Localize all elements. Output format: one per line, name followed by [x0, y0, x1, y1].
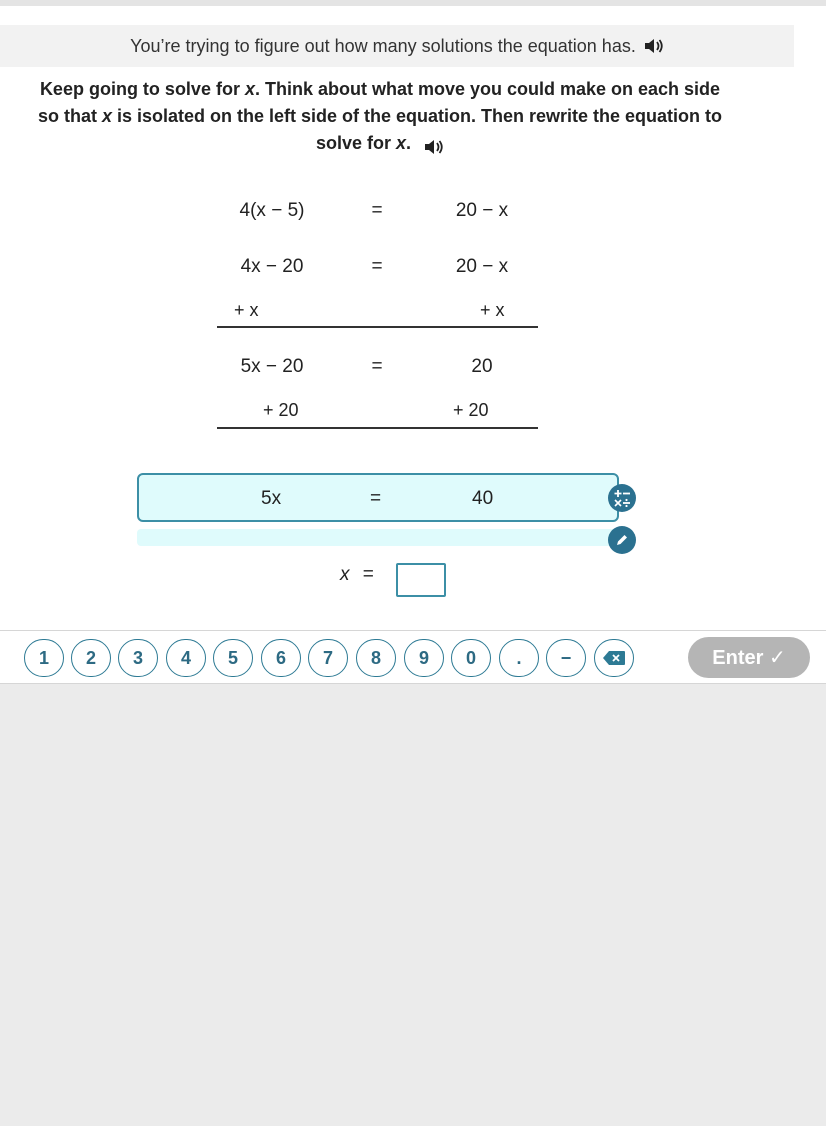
hint-banner	[0, 25, 794, 67]
instruction-part: .	[406, 133, 412, 153]
equals-sign: =	[371, 256, 383, 277]
instruction-variable: x	[101, 106, 112, 126]
divider-line	[217, 427, 538, 429]
key-3[interactable]: 3	[118, 639, 158, 677]
equation-row	[217, 200, 537, 230]
operation-lhs: + x	[234, 300, 259, 320]
operation-lhs: + 20	[263, 400, 299, 420]
instruction-part: Keep going to solve for	[39, 79, 245, 99]
instruction-variable: x	[395, 133, 406, 153]
operation-row	[217, 400, 537, 426]
key-4[interactable]: 4	[166, 639, 206, 677]
answer-row	[340, 564, 374, 598]
equals-sign: =	[371, 356, 383, 377]
key-6[interactable]: 6	[261, 639, 301, 677]
equation-lhs: 4(x − 5)	[239, 200, 305, 221]
instruction-part: is isolated on the left side of the equation. Then rewrite the equation to solve for	[111, 106, 723, 153]
backspace-button[interactable]	[594, 639, 634, 677]
key-minus[interactable]: −	[546, 639, 586, 677]
key-9[interactable]: 9	[404, 639, 444, 677]
equals-sign: =	[370, 488, 382, 509]
equation-row	[217, 356, 537, 386]
key-8[interactable]: 8	[356, 639, 396, 677]
equation-lhs: 4x − 20	[240, 256, 304, 277]
key-5[interactable]: 5	[213, 639, 253, 677]
equation-lhs: 5x − 20	[240, 356, 304, 377]
hint-text: You’re trying to figure out how many solutions the equation has.	[130, 35, 636, 56]
keypad-divider	[0, 683, 826, 684]
speaker-icon[interactable]	[644, 38, 664, 54]
speaker-icon[interactable]	[424, 136, 444, 152]
answer-equals: =	[362, 564, 374, 585]
enter-button[interactable]: Enter ✓	[688, 637, 810, 678]
equation-row	[217, 256, 537, 286]
key-decimal[interactable]: .	[499, 639, 539, 677]
answer-input[interactable]	[396, 563, 446, 597]
divider-line	[217, 326, 538, 328]
operations-icon[interactable]	[608, 484, 636, 512]
active-equation-step[interactable]	[137, 473, 619, 522]
key-2[interactable]: 2	[71, 639, 111, 677]
equation-rhs: 20 − x	[455, 256, 509, 277]
active-lhs: 5x	[261, 488, 282, 509]
top-bar	[0, 0, 826, 6]
answer-variable: x	[340, 564, 350, 585]
key-1[interactable]: 1	[24, 639, 64, 677]
key-7[interactable]: 7	[308, 639, 348, 677]
keypad-divider	[0, 630, 826, 631]
operation-row	[217, 300, 537, 326]
instruction-text	[30, 76, 730, 157]
active-rhs: 40	[472, 488, 494, 509]
instruction-variable: x	[244, 79, 255, 99]
backspace-icon	[603, 651, 625, 665]
equation-rhs: 20	[471, 356, 493, 377]
instruction-part: . Think about what move you could make on each side so that	[37, 79, 721, 126]
operation-rhs: + 20	[453, 400, 489, 420]
pencil-icon[interactable]	[608, 526, 636, 554]
step-highlight	[137, 529, 619, 546]
equals-sign: =	[371, 200, 383, 221]
equation-rhs: 20 − x	[455, 200, 509, 221]
operation-rhs: + x	[480, 300, 505, 320]
key-0[interactable]: 0	[451, 639, 491, 677]
